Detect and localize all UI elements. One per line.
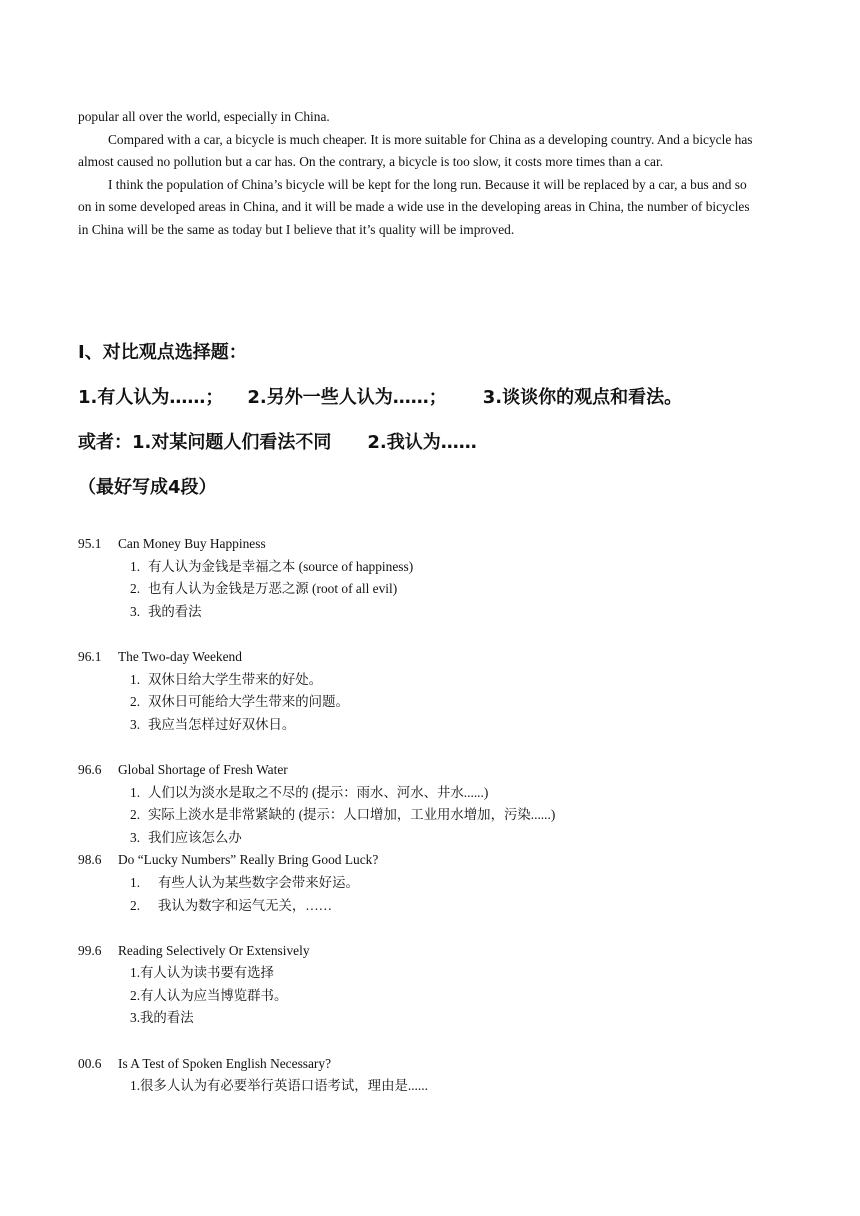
outline-a-point-3: 3.谈谈你的观点和看法。 [482, 387, 683, 408]
topic-name: The Two-day Weekend [118, 648, 242, 664]
list-item [78, 782, 778, 805]
item-text: 有人认为应当博览群书。 [140, 987, 288, 1003]
list-item [78, 985, 778, 1008]
item-text: 我的看法 [148, 603, 202, 619]
item-text: 双休日可能给大学生带来的问题。 [148, 694, 349, 710]
list-item [78, 827, 778, 850]
list-item [78, 962, 778, 985]
topic-95-1 [78, 533, 778, 623]
topic-00-6 [78, 1053, 778, 1098]
item-number: 1. [130, 1078, 141, 1094]
topic-code: 98.6 [78, 852, 102, 868]
list-item [78, 691, 778, 714]
section-title: I、对比观点选择题： [78, 342, 247, 363]
item-text: 有人认为金钱是幸福之本 (source of happiness) [148, 558, 414, 574]
item-number: 2. [130, 987, 141, 1003]
item-number: 2. [130, 807, 141, 823]
topic-title [78, 759, 778, 782]
topic-title [78, 646, 778, 669]
item-text: 也有人认为金钱是万恶之源 (root of all evil) [148, 581, 398, 597]
topic-99-6 [78, 940, 778, 1030]
outline-a-point-2: 2.另外一些人认为……； [247, 387, 447, 408]
item-number: 1. [130, 671, 141, 687]
item-number: 2. [130, 897, 141, 913]
item-text: 我们应该怎么办 [148, 829, 242, 845]
item-number: 2. [130, 694, 141, 710]
list-item [78, 601, 778, 624]
essay-paragraph-3: I think the population of China’s bicycle will be kept for the long run. Because it will be replaced by a car, a bus and so on in some developed areas in China, and it will be made a wide use in the developing areas in China, the number of bicycles in China will be the same as today but I believe that it’s quality will be improved. [78, 176, 750, 237]
item-number: 2. [130, 581, 141, 597]
topic-code: 96.6 [78, 761, 102, 777]
list-item [78, 804, 778, 827]
topic-title [78, 940, 778, 963]
list-item [78, 1007, 778, 1030]
item-number: 3. [130, 829, 141, 845]
essay-paragraph-2: Compared with a car, a bicycle is much cheaper. It is more suitable for China as a developing country. And a bicycle has almost caused no pollution but a car has. On the contrary, a bicycle is too slow, it costs more times than a car. [78, 131, 753, 170]
topic-title [78, 1053, 778, 1076]
topic-name: Global Shortage of Fresh Water [118, 761, 288, 777]
topic-code: 96.1 [78, 648, 102, 664]
topic-96-1 [78, 646, 778, 736]
list-item [78, 578, 778, 601]
topic-code: 99.6 [78, 942, 102, 958]
item-text: 我的看法 [140, 1010, 194, 1026]
topic-name: Is A Test of Spoken English Necessary? [118, 1055, 332, 1071]
item-text: 双休日给大学生带来的好处。 [148, 671, 323, 687]
list-item [78, 669, 778, 692]
list-item [78, 895, 778, 918]
outline-b-point-2: 2.我认为…… [367, 432, 477, 453]
topic-code: 00.6 [78, 1055, 102, 1071]
topic-list [78, 533, 778, 1098]
item-text: 我认为数字和运气无关，…… [158, 897, 333, 913]
outline-b [78, 431, 477, 455]
topic-98-6 [78, 849, 778, 917]
item-number: 3. [130, 716, 141, 732]
item-text: 有人认为读书要有选择 [140, 965, 274, 981]
section-note: （最好写成4段） [78, 477, 217, 498]
topic-name: Reading Selectively Or Extensively [118, 942, 310, 958]
list-item [78, 556, 778, 579]
topic-code: 95.1 [78, 536, 102, 551]
item-text: 实际上淡水是非常紧缺的 (提示：人口增加，工业用水增加，污染......) [148, 807, 556, 823]
item-number: 1. [130, 784, 141, 800]
topic-name: Can Money Buy Happiness [118, 536, 266, 551]
list-item [78, 1075, 778, 1098]
item-number: 3. [130, 1010, 141, 1026]
item-number: 3. [130, 603, 141, 619]
item-number: 1. [130, 874, 141, 890]
list-item [78, 872, 778, 895]
item-text: 我应当怎样过好双休日。 [148, 716, 296, 732]
essay-paragraph-1: popular all over the world, especially in China. [78, 109, 330, 124]
outline-a-point-1: 1.有人认为……； [78, 387, 224, 408]
topic-name: Do “Lucky Numbers” Really Bring Good Luck? [118, 852, 379, 868]
item-number: 1. [130, 558, 141, 574]
item-text: 很多人认为有必要举行英语口语考试，理由是...... [140, 1078, 428, 1094]
outline-b-point-1: 或者：1.对某问题人们看法不同 [78, 432, 332, 453]
outline-a [78, 386, 682, 410]
essay-text [78, 106, 760, 242]
item-text: 人们以为淡水是取之不尽的 (提示：雨水、河水、井水......) [148, 784, 489, 800]
topic-96-6 [78, 759, 778, 849]
item-number: 1. [130, 965, 141, 981]
item-text: 有些人认为某些数字会带来好运。 [158, 874, 359, 890]
list-item [78, 714, 778, 737]
topic-title [78, 849, 778, 872]
topic-title [78, 533, 778, 556]
